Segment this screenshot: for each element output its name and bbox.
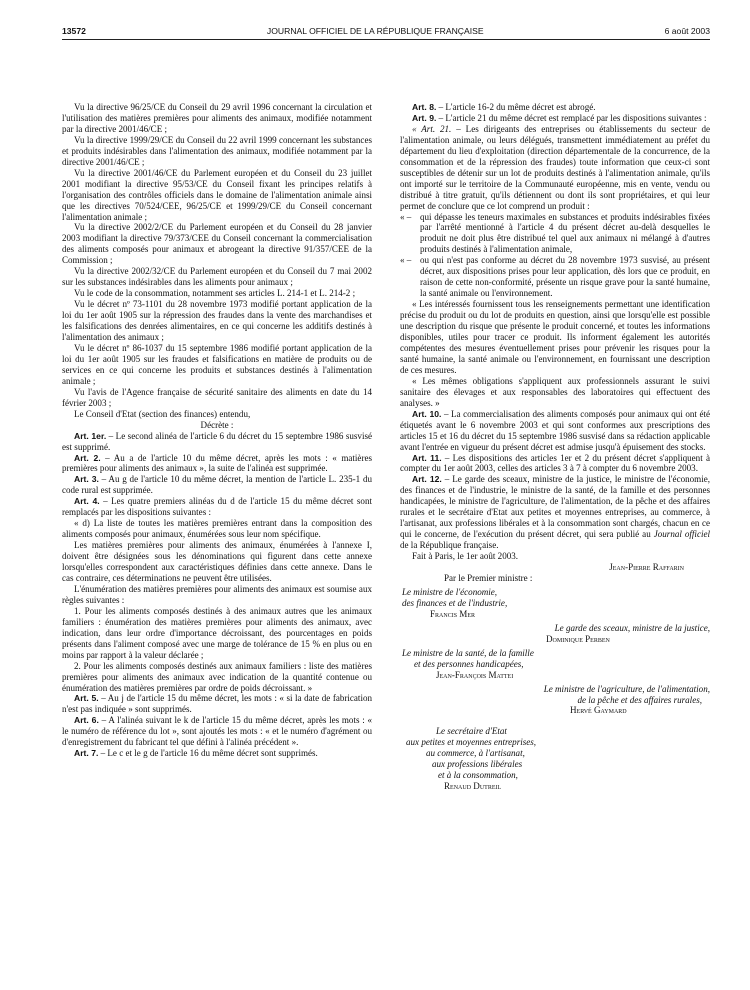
signatory-title: des finances et de l'industrie, [402, 597, 508, 608]
signatory-title: Le ministre de l'agriculture, de l'alimentation, [543, 683, 710, 694]
article-text: – Le garde des sceaux, ministre de la justice, le ministre de l'économie, des finances et de l'industrie, le ministre de la santé, de la famille et des personnes handicapées, le ministre de l'agriculture, de l'alimentation, de la pêche et des affaires rurales et le secrétaire d'Etat aux petites et moyennes entreprises, au commerce, à l'artisanat, aux professions libérales et à la consommation sont chargés, chacun en ce qui le concerne, de l'exécution du présent décret, qui sera publié au [400, 474, 710, 540]
bullet-text: ou qui n'est pas conforme au décret du 28 novembre 1973 susvisé, au présent décret, aux dispositions prises pour leur application, dès lors que ce produit, en raison de cette non-conformité, présente un risque grave pour la santé humaine, la santé animale ou l'environnement. [420, 255, 710, 299]
signatory-title: Le garde des sceaux, ministre de la justice, [554, 622, 710, 633]
signatory-name: Dominique Perben [546, 633, 610, 644]
article-text: – Les quatre premiers alinéas du d de l'article 15 du même décret sont remplacés par les dispositions suivantes : [62, 496, 372, 518]
quote-paragraph: « Les mêmes obligations s'appliquent aux professionnels assurant le suivi sanitaire des élevages et aux responsables des laboratoires qui effectuent des analyses. » [400, 375, 710, 408]
decree-heading: Décrète : [200, 419, 234, 430]
article-4-quote: Les matières premières pour aliments des animaux, énumérées à l'annexe I, doivent être désignées sous les dénominations qui figurent dans cette annexe lorsqu'elles correspondent aux caractéristiques définies dans cette annexe. Dans le cas contraire, ces déterminations ne peuvent être utilisées. [62, 540, 372, 583]
signature-economy [400, 587, 710, 620]
article-label: Art. 10. [412, 408, 442, 419]
article-text: – Au a de l'article 10 du même décret, après les mots : « matières premières pour aliments des animaux », la suite de l'alinéa est supprimée. [62, 452, 373, 474]
article-label: Art. 8. [412, 102, 437, 112]
signatory-title: Le ministre de la santé, de la famille [402, 647, 534, 658]
article-label: Art. 5. [74, 693, 99, 704]
article-4-quote: « d) La liste de toutes les matières premières entrant dans la composition des aliments composés pour animaux, énumérées sous leur nom spécifique. [62, 518, 372, 540]
visa-paragraph: Vu l'avis de l'Agence française de sécurité sanitaire des aliments en date du 14 février 2003 ; [62, 386, 372, 408]
signatory-name: Francis Mer [430, 608, 476, 619]
signatory-title: Le secrétaire d'Etat [436, 726, 507, 737]
quote-bullet [400, 212, 710, 256]
article-text: – Les dispositions des articles 1er et 2 du présent décret s'appliquent à compter du 1er août 2003, celles des articles 3 à 7 à compter du 6 novembre 2003. [400, 452, 710, 474]
signatory-name: Hervé Gaymard [570, 705, 627, 716]
article-7 [62, 748, 372, 759]
signing-place-date: Fait à Paris, le 1er août 2003. [412, 551, 519, 562]
article-text: – La commercialisation des aliments composés pour animaux qui ont été étiquetés avant le 6 novembre 2003 et qui sont conformes aux prescriptions des articles 15 et 16 du décret du 15 septembre 1986 susvisé dans sa rédaction applicable avant l'entrée en vigueur du présent décret est admise jusqu'à épuisement des stocks. [400, 408, 711, 452]
article-text: – Au j de l'article 15 du même décret, les mots : « si la date de fabrication n'est pas indiquée » sont supprimés. [62, 693, 372, 715]
visa-paragraph: Vu le décret nº 73-1101 du 28 novembre 1973 modifié portant application de la loi du 1er août 1905 sur la répression des fraudes dans la vente des marchandises et les falsifications des denrées alimentaires, en ce qui concerne les additifs destinés à l'alimentation des animaux ; [62, 299, 372, 343]
bullet-mark: « – [400, 255, 412, 266]
visa-paragraph: Le Conseil d'Etat (section des finances) entendu, [74, 408, 251, 419]
article-12 [400, 474, 710, 551]
article-label: Art. 12. [412, 474, 442, 485]
visa-paragraph: Vu la directive 2002/32/CE du Parlement européen et du Conseil du 7 mai 2002 sur les substances indésirables dans les aliments pour animaux ; [62, 266, 372, 288]
prime-minister-name: Jean-Pierre Raffarin [609, 562, 684, 573]
signature-health [400, 648, 710, 681]
article-9 [400, 113, 710, 124]
article-10 [400, 409, 710, 453]
visa-paragraph: Vu la directive 2001/46/CE du Parlement européen et du Conseil du 23 juillet 2001 modifiant la directive 95/53/CE du Conseil fixant les principes relatifs à l'organisation des contrôles officiels dans le domaine de l'alimentation animale ainsi que les directives 70/524/CEE, 96/25/CE et 1999/29/CE du Conseil concernant l'alimentation animale ; [62, 167, 372, 222]
signatory-title: Le ministre de l'économie, [402, 586, 498, 597]
by-prime-minister: Par le Premier ministre : [444, 572, 533, 583]
page-header [62, 20, 710, 40]
signature-justice [400, 623, 710, 645]
visa-paragraph: Vu le code de la consommation, notamment ses articles L. 214-1 et L. 214-2 ; [74, 288, 356, 299]
article-2 [62, 453, 372, 475]
quote-bullet [400, 255, 710, 299]
article-5 [62, 693, 372, 715]
quote-paragraph: « Les intéressés fournissent tous les renseignements permettant une identification précise du produit ou du lot de produits en question, ainsi que lorsqu'elle est possible une description du risque que présente le produit concerné, et toutes les informations disponibles, utiles pour tracer ce produit. Ils informent également les autorités compétentes des mesures éventuellement prises pour prévenir les risques pour la santé humaine, la santé animale ou l'environnement, en fournissant une description de ces mesures. [400, 299, 710, 375]
signatory-title: aux petites et moyennes entreprises, [406, 737, 537, 748]
article-4-quote: 1. Pour les aliments composés destinés à des animaux autres que les animaux familiers : énumération des matières premières pour aliments des animaux, avec indication, dans leur ordre d'importance décroissant, des pourcentages en poids présents dans l'aliment composé avec une marge de tolérance de 15 % en plus ou en moins par rapport à la valeur déclarée ; [62, 605, 372, 660]
signature-agriculture [400, 684, 710, 717]
article-label: Art. 4. [74, 496, 100, 507]
visa-paragraph: Vu la directive 1999/29/CE du Conseil du 22 avril 1999 concernant les substances et produits indésirables dans l'alimentation des animaux, modifiée notamment par la directive 2001/46/CE ; [62, 134, 372, 167]
article-text: – L'article 21 du même décret est remplacé par les dispositions suivantes : [436, 112, 707, 123]
text-columns [62, 102, 710, 792]
article-4 [62, 496, 372, 518]
bullet-mark: « – [400, 211, 412, 222]
article-text: – Au g de l'article 10 du même décret, la mention de l'article L. 235-1 du code rural est supprimée. [62, 474, 372, 496]
article-label: Art. 6. [74, 715, 99, 726]
visa-paragraph: Vu la directive 2002/2/CE du Parlement européen et du Conseil du 28 janvier 2003 modifiant la directive 79/373/CEE du Conseil concernant la commercialisation des aliments composés pour animaux et abrogeant la directive 91/357/CEE de la Commission ; [62, 222, 372, 266]
signatory-title: de la pêche et des affaires rurales, [577, 694, 702, 705]
journal-name: Journal officiel [653, 529, 711, 540]
article-text: – L'article 16-2 du même décret est abrogé. [436, 102, 596, 112]
issue-date: 6 août 2003 [664, 26, 710, 36]
signatory-title: et des personnes handicapées, [414, 658, 524, 669]
article-4-quote: 2. Pour les aliments composés destinés aux animaux familiers : liste des matières premières pour aliments des animaux avec indication de la quantité contenue ou énumération des matières premières par ordre de poids décroissant. » [62, 660, 372, 693]
article-label: Art. 9. [412, 112, 437, 123]
article-3 [62, 474, 372, 496]
article-text: – A l'alinéa suivant le k de l'article 15 du même décret, après les mots : « le numéro de référence du lot », sont ajoutés les mots : « et le numéro d'agrément ou d'enregistrement du fabricant tel que défini à l'alinéa précédent ». [62, 715, 373, 748]
article-text: – Le second alinéa de l'article 6 du décret du 15 septembre 1986 susvisé est supprimé. [62, 430, 372, 452]
article-4-quote: L'énumération des matières premières pour aliments des animaux est soumise aux règles suivantes : [62, 583, 372, 605]
visa-paragraph: Vu la directive 96/25/CE du Conseil du 29 avril 1996 concernant la circulation et l'utilisation des matières premières pour aliments des animaux, modifiée notamment par la directive 2001/46/CE ; [62, 102, 372, 134]
visa-paragraph: Vu le décret nº 86-1037 du 15 septembre 1986 modifié portant application de la loi du 1er août 1905 sur les fraudes et falsifications en matière de produits ou de services en ce qui concerne les produits et substances destinés à l'alimentation animale ; [62, 342, 372, 386]
article-11 [400, 453, 710, 475]
article-label: Art. 2. [74, 452, 101, 463]
signatory-name: Jean-François Mattei [436, 669, 514, 680]
article-label: « Art. 21. [412, 123, 452, 134]
signatory-name: Renaud Dutreil [444, 781, 502, 792]
article-label: Art. 3. [74, 474, 99, 485]
journal-title: JOURNAL OFFICIEL DE LA RÉPUBLIQUE FRANÇAISE [266, 26, 484, 36]
article-21-intro [400, 124, 710, 212]
signatory-title: au commerce, à l'artisanat, [426, 748, 525, 759]
article-text: – Le c et le g de l'article 16 du même décret sont supprimés. [98, 748, 318, 759]
signatory-title: aux professions libérales [432, 759, 523, 770]
signature-smes [400, 726, 710, 792]
article-text: de la République française. [400, 540, 499, 551]
article-8 [400, 102, 710, 113]
article-label: Art. 11. [412, 452, 442, 463]
article-label: Art. 7. [74, 748, 99, 759]
page-number: 13572 [62, 26, 86, 36]
article-6 [62, 715, 372, 748]
signatory-title: et à la consommation, [438, 770, 518, 781]
article-1 [62, 431, 372, 453]
article-text: – Les dirigeants des entreprises ou établissements du secteur de l'alimentation animale, ou leurs délégués, transmettent immédiatement au préfet du département du lieu d'exploitation (direction départementale de la concurrence, de la consommation et de la répression des fraudes) toute information que ceux-ci sont susceptibles de détenir sur un lot de produits destinés à l'alimentation animale, qu'ils ont importé sur le territoire de la Communauté européenne, mis en vente, vendu ou distribué à titre gratuit, qu'ils détiennent ou dont ils sont propriétaires, et qui leur permet de conclure que ce lot comprend un produit : [400, 123, 711, 211]
bullet-text: qui dépasse les teneurs maximales en substances et produits indésirables fixées par l'arrêté mentionné à l'article 4 du présent décret au-delà desquelles le produit ne doit plus être distribué tel quel aux animaux ni mélangé à d'autres produits destinés à l'alimentation animale, [420, 211, 710, 255]
article-label: Art. 1er. [74, 430, 107, 441]
right-column [400, 102, 710, 792]
left-column [62, 102, 372, 792]
